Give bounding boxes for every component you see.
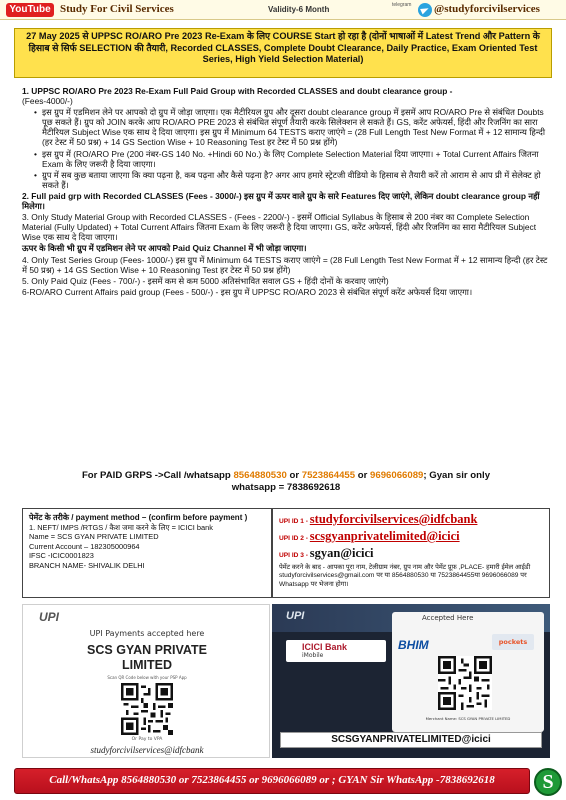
section-2: 2. Full paid grp with Recorded CLASSES (Fees - 3000/-) इस ग्रुप में ऊपर वाले ग्रुप के सारे Features दिए जाएंगे, लेकिन doubt clearance group नहीं मिलेगा। xyxy=(22,190,540,212)
upi-row-3 xyxy=(279,546,543,563)
ifsc-code: IFSC -ICIC0001823 xyxy=(29,551,94,561)
section-1-fees: (Fees-4000/-) xyxy=(22,96,73,107)
section-3-note: ऊपर के किसी भी ग्रुप में एडमिशन लेने पर आपको Paid Quiz Channel में भी जोड़ा जाएगा। xyxy=(22,243,307,254)
upi-qr-panel-right xyxy=(272,604,550,758)
phone-number-3[interactable]: 9696066089 xyxy=(370,470,424,481)
contact-suffix: ; Gyan sir only xyxy=(423,470,491,481)
upi-row-1 xyxy=(279,512,543,529)
account-name: Name = SCS GYAN PRIVATE LIMITED xyxy=(29,532,159,542)
upi-logo: UPI xyxy=(286,610,305,622)
merchant-name: Merchant Name: SCS GYAN PRIVATE LIMITED xyxy=(425,716,511,721)
section-6: 6-RO/ARO Current Affairs paid group (Fees - 500/-) - इस ग्रुप में UPPSC RO/ARO 2023 से संबंधित संपूर्ण करेंट अफेयर्स दिया जाएगा। xyxy=(22,286,473,297)
gyan-sir-whatsapp[interactable]: whatsapp = 7838692618 xyxy=(231,482,341,493)
qr-code-icon[interactable] xyxy=(438,656,492,710)
section-5: 5. Only Paid Quiz (Fees - 700/-) - इसमें कम से कम 5000 अतिसंभावित सवाल GS + हिंदी दोनों के करवाए जाएंगे) xyxy=(22,275,389,286)
upi-id-1[interactable]: studyforcivilservices@idfcbank xyxy=(309,512,478,526)
icici-bank-name: ICICI Bank xyxy=(302,642,348,652)
vpa-address[interactable]: SCSGYANPRIVATELIMITED@icici xyxy=(280,732,542,748)
payment-title: पेमेंट के तरीके / payment method – (confirm before payment ) xyxy=(29,513,248,522)
footer-contact[interactable]: Call/WhatsApp 8564880530 or 7523864455 or 9696066089 or ; GYAN Sir WhatsApp -7838692618 xyxy=(49,774,495,786)
branch-name: BRANCH NAME- SHIVALIK DELHI xyxy=(29,560,145,570)
upi-row-2 xyxy=(279,529,543,546)
upi-id-2[interactable]: scsgyanprivatelimited@icici xyxy=(309,529,460,543)
upi-qr-panel-left xyxy=(22,604,270,758)
section-1-title: 1. UPPSC RO/ARO Pre 2023 Re-Exam Full Paid Group with Recorded CLASSES and doubt clearance group - xyxy=(22,86,453,96)
channel-logo-icon: S xyxy=(534,768,562,796)
telegram-handle[interactable]: @studyforcivilservices xyxy=(434,3,540,15)
or-pay-to-vpa: Or Pay to VPA xyxy=(131,737,163,742)
upi-id-3[interactable]: sgyan@icici xyxy=(309,546,374,560)
course-banner: 27 May 2025 से UPPSC RO/ARO Pre 2023 Re-Exam के लिए COURSE Start हो रहा है (दोनों भाषाओं में Latest Trend और Pattern के हिसाब से सिर्फ SELECTION की तैयारी, Recorded CLASSES, Complete Doubt Clearance, Daily Practice, Exam Oriented Test Series, High Yield Selection Material) xyxy=(14,28,552,78)
list-item: • इस ग्रुप में एडमिशन लेने पर आपको दो ग्रुप में जोड़ा जाएगा। एक मैटीरियल ग्रुप और दूसरा doubt clearance group में इसमें आप RO/ARO Pre से संबंधित Doubts पूछ सकते हैं। ग्रुप को JOIN करके आप RO/ARO PRE 2023 से संबंधित संपूर्ण तैयारी करके सिलेक्शन ले सकते हैं। GS, करेंट अफेयर्स, हिंदी और रिजनिंग का सारा मैटीरियल Subject Wise एक साथ दे दिया जाएगा। इस ग्रुप में Minimum 64 TESTS कराए जाएंगे = (28 Full Length Test New Format में + 12 सामान्य हिन्दी (हर टेस्ट में 50 प्रश्न) + 14 GS Section Wise + 10 Reasoning Test हर टेस्ट में 50 प्रश्न होंगे) xyxy=(34,107,550,147)
top-bar xyxy=(0,0,566,20)
contact-or: or xyxy=(289,470,300,481)
upi-accepted-text: UPI Payments accepted here xyxy=(89,629,205,638)
upi-label-2: UPI ID 2 - xyxy=(279,535,308,542)
pockets-logo: pockets xyxy=(492,634,534,650)
telegram-label: telegram xyxy=(392,2,412,8)
phone-number-2[interactable]: 7523864455 xyxy=(301,470,356,481)
payment-instructions: पेमेंट करने के बाद - आपका पूरा नाम, टेलीग्राम नंबर, ग्रुप नाम और पेमेंट प्रूफ़ ,PLACE- हमारी ईमेल आईडी studyforcivilservices@gmail.com पर या 8564880530 या 7523864455या 9696066089 पर Whatsapp पर भेजना होगा। xyxy=(279,564,531,588)
section-1-bullets xyxy=(34,107,550,190)
phone-number-1[interactable]: 8564880530 xyxy=(233,470,287,481)
list-item: • इस ग्रुप में (RO/ARO Pre (200 नंबर-GS 140 No. +Hindi 60 No.) के लिए Complete Selection Material दिया जाएगा। + Total Current Affairs जितना Exam के लिए जरूरी है दिया जाएगा। xyxy=(34,149,550,169)
section-3: 3. Only Study Material Group with Recorded CLASSES - (Fees - 2200/-) - इसमें Official Syllabus के हिसाब से 200 नंबर का Complete Selection Material (Fully Updated) + Total Current Affairs जितना Exam के लिए जरूरी है दिया जाएगा। GS, करेंट अफेयर्स, हिंदी और रिजनिंग का सारा मैटीरियल Subject Wise एक साथ दे दिया जाएगा। xyxy=(22,212,537,243)
contact-prefix: For PAID GRPS ->Call /whatsapp xyxy=(81,470,231,481)
upi-label-3: UPI ID 3 - xyxy=(279,552,308,559)
validity-text: Validity-6 Month xyxy=(268,5,330,14)
merchant-name-line-2: LIMITED xyxy=(122,658,172,672)
merchant-name xyxy=(23,643,271,673)
imobile-label: iMobile xyxy=(302,652,324,659)
contact-or: or xyxy=(357,470,368,481)
qr-code-icon[interactable] xyxy=(121,683,173,735)
merchant-name-line-1: SCS GYAN PRIVATE xyxy=(87,643,207,657)
contact-info xyxy=(22,470,550,494)
upi-label-1: UPI ID 1 - xyxy=(279,518,308,525)
payment-line: 1. NEFT/ IMPS /RTGS / कैश जमा करने के लिए = ICICI bank xyxy=(29,522,213,532)
list-item: • ग्रुप में सब कुछ बताया जाएगा कि क्या पढ़ना है, कब पढ़ना और कैसे पढ़ना है? अगर आप हमारे स्ट्रेटजी वीडियो के हिसाब से तैयारी करें तो आराम से आप प्री में सेलेक्ट हो सकते हैं। xyxy=(34,170,550,190)
account-number: Current Account – 182305000964 xyxy=(29,541,140,551)
upi-ids-box xyxy=(272,508,550,598)
section-4: 4. Only Test Series Group (Fees- 1000/-) इस ग्रुप में Minimum 64 TESTS कराए जाएंगे = (28 Full Length Test New Format में + 12 सामान्य हिन्दी (हर टेस्ट में 50 प्रश्न) + 14 GS Section Wise + 10 Reasoning Test हर टेस्ट में 50 प्रश्न होंगे) xyxy=(22,254,548,275)
accepted-here-text: Accepted Here xyxy=(422,614,474,622)
footer xyxy=(0,766,566,800)
payment-method-box xyxy=(22,508,272,598)
upi-logo: UPI xyxy=(39,610,60,624)
telegram-icon[interactable] xyxy=(418,3,432,17)
youtube-icon[interactable]: YouTube xyxy=(6,3,54,17)
bhim-logo: BHIM xyxy=(398,638,429,652)
course-details xyxy=(22,86,550,297)
brand-name: Study For Civil Services xyxy=(60,3,174,15)
scan-instruction: Scan QR Code below with your PSP App xyxy=(107,675,187,680)
vpa-address[interactable]: studyforcivilservices@idfcbank xyxy=(90,745,204,755)
